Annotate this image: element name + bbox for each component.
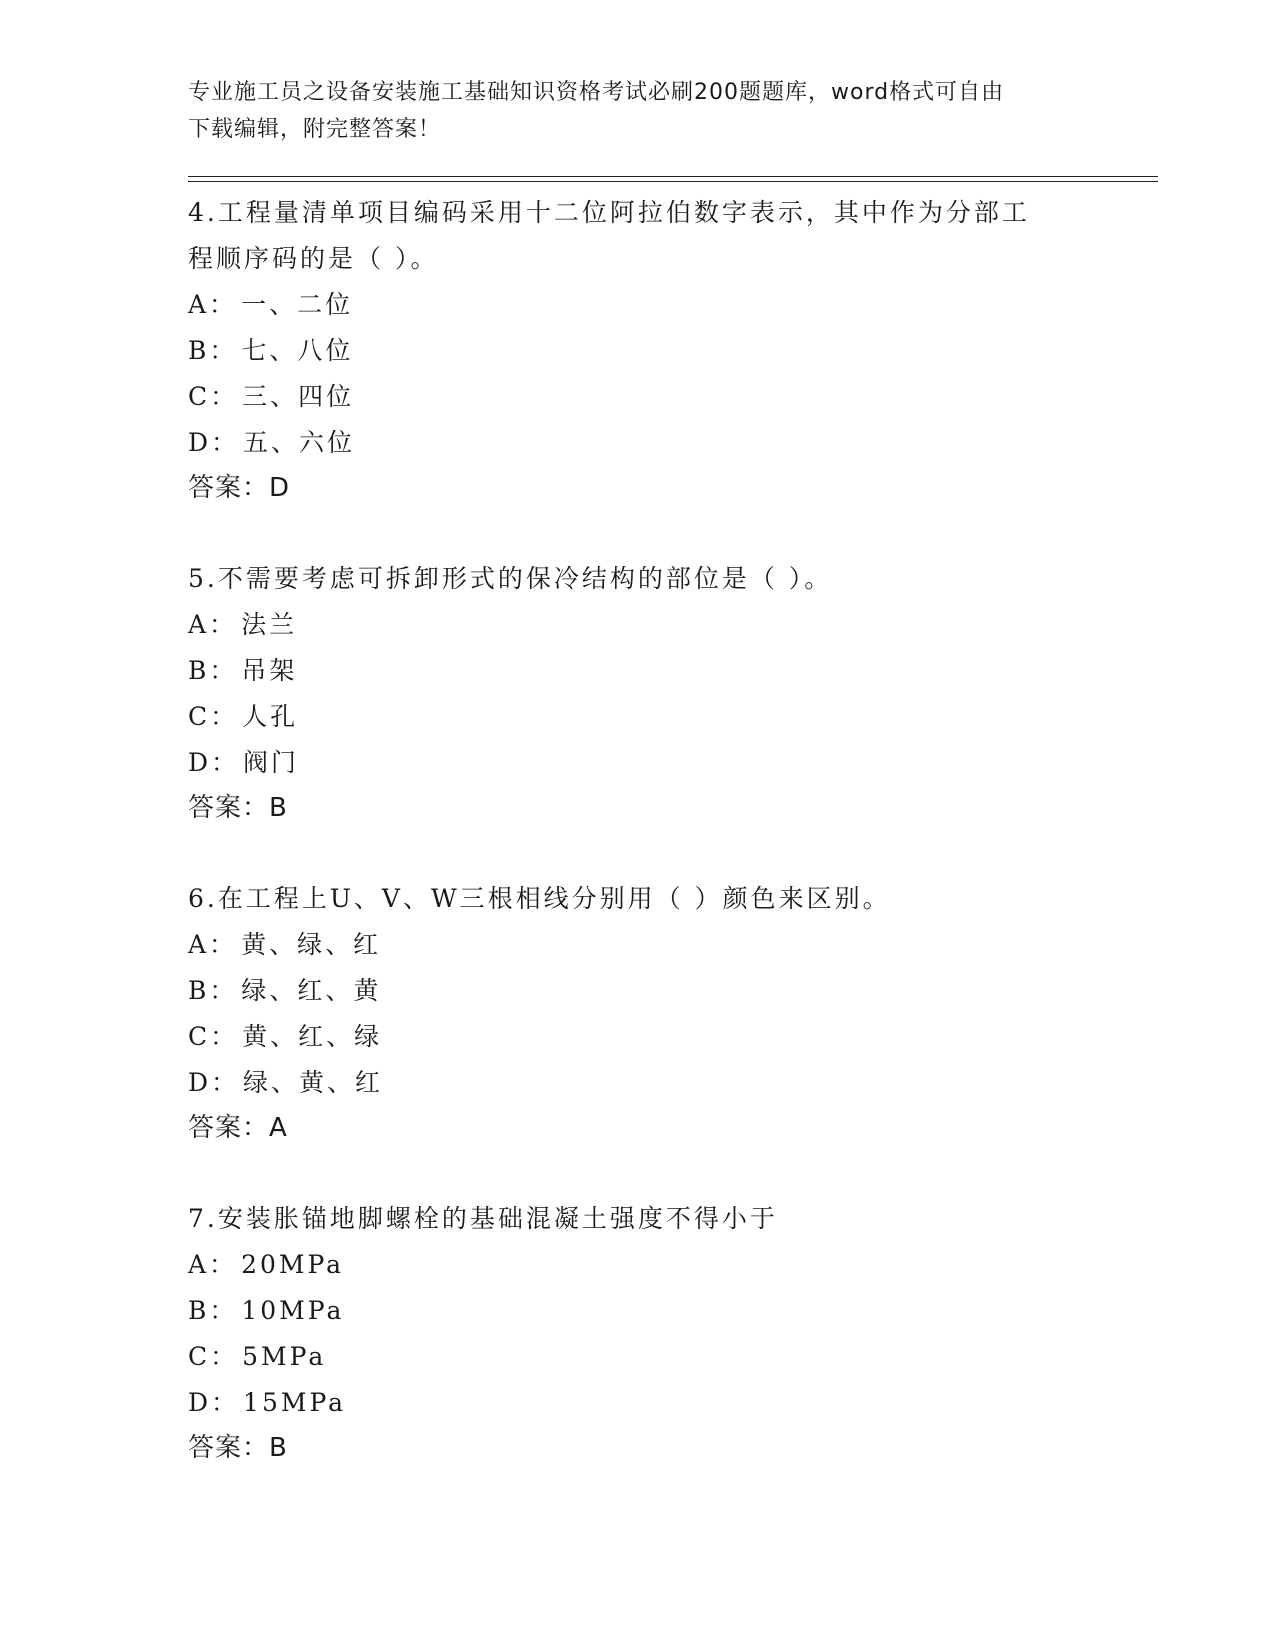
option-text: 绿、黄、红 [243,1068,384,1097]
option-key: C： [188,1022,239,1051]
question-list [188,190,1088,1516]
option-key: C： [188,1342,239,1371]
option-text: 法兰 [241,610,298,639]
header-title-line-2: 下载编辑，附完整答案！ [188,117,442,142]
option-key: C： [188,702,239,731]
question-7-option-c [188,1334,1088,1380]
option-text: 三、四位 [242,382,355,411]
option-text: 阀门 [243,748,300,777]
option-text: 绿、红、黄 [241,976,382,1005]
option-text: 10MPa [241,1296,345,1325]
question-5-option-a [188,602,1088,648]
option-text: 20MPa [241,1250,345,1279]
question-7-option-b [188,1288,1088,1334]
option-key: D： [188,748,240,777]
question-6 [188,876,1088,1150]
question-5 [188,556,1088,830]
question-4 [188,190,1088,510]
question-5-option-b [188,648,1088,694]
question-4-text-line-2: 程顺序码的是（ ）。 [188,244,439,273]
option-text: 5MPa [242,1342,327,1371]
option-text: 五、六位 [243,428,356,457]
option-key: A： [188,1250,238,1279]
question-4-option-c [188,374,1088,420]
question-6-answer: 答案：A [188,1113,288,1143]
option-key: C： [188,382,239,411]
question-4-option-b [188,328,1088,374]
option-text: 人孔 [242,702,299,731]
option-key: B： [188,976,238,1005]
option-text: 黄、红、绿 [242,1022,383,1051]
question-5-option-c [188,694,1088,740]
question-7-text: 7.安装胀锚地脚螺栓的基础混凝土强度不得小于 [188,1204,778,1233]
question-5-text: 5.不需要考虑可拆卸形式的保冷结构的部位是（ ）。 [188,564,833,593]
option-key: B： [188,656,238,685]
option-key: A： [188,610,238,639]
question-5-answer: 答案：B [188,793,288,823]
option-key: D： [188,1068,240,1097]
option-key: A： [188,930,238,959]
question-7-option-a [188,1242,1088,1288]
option-key: D： [188,428,240,457]
option-text: 黄、绿、红 [241,930,382,959]
option-text: 吊架 [241,656,298,685]
question-6-option-d [188,1060,1088,1106]
option-text: 一、二位 [241,290,354,319]
question-4-text-line-1: 4.工程量清单项目编码采用十二位阿拉伯数字表示，其中作为分部工 [188,198,1030,227]
option-key: B： [188,336,238,365]
option-key: D： [188,1388,240,1417]
question-6-option-b [188,968,1088,1014]
question-5-option-d [188,740,1088,786]
question-7 [188,1196,1088,1470]
question-4-answer: 答案：D [188,473,291,503]
question-7-option-d [188,1380,1088,1426]
question-6-option-c [188,1014,1088,1060]
option-text: 15MPa [243,1388,347,1417]
option-text: 七、八位 [241,336,354,365]
document-header [188,74,1078,148]
option-key: B： [188,1296,238,1325]
question-4-option-a [188,282,1088,328]
question-4-option-d [188,420,1088,466]
question-6-text: 6.在工程上U、V、W三根相线分别用（ ）颜色来区别。 [188,884,891,913]
header-divider-top [188,176,1158,177]
question-7-answer: 答案：B [188,1433,288,1463]
option-key: A： [188,290,238,319]
question-6-option-a [188,922,1088,968]
header-title-line-1: 专业施工员之设备安装施工基础知识资格考试必刷200题题库，word格式可自由 [188,80,1005,105]
header-divider-bottom [188,181,1158,182]
